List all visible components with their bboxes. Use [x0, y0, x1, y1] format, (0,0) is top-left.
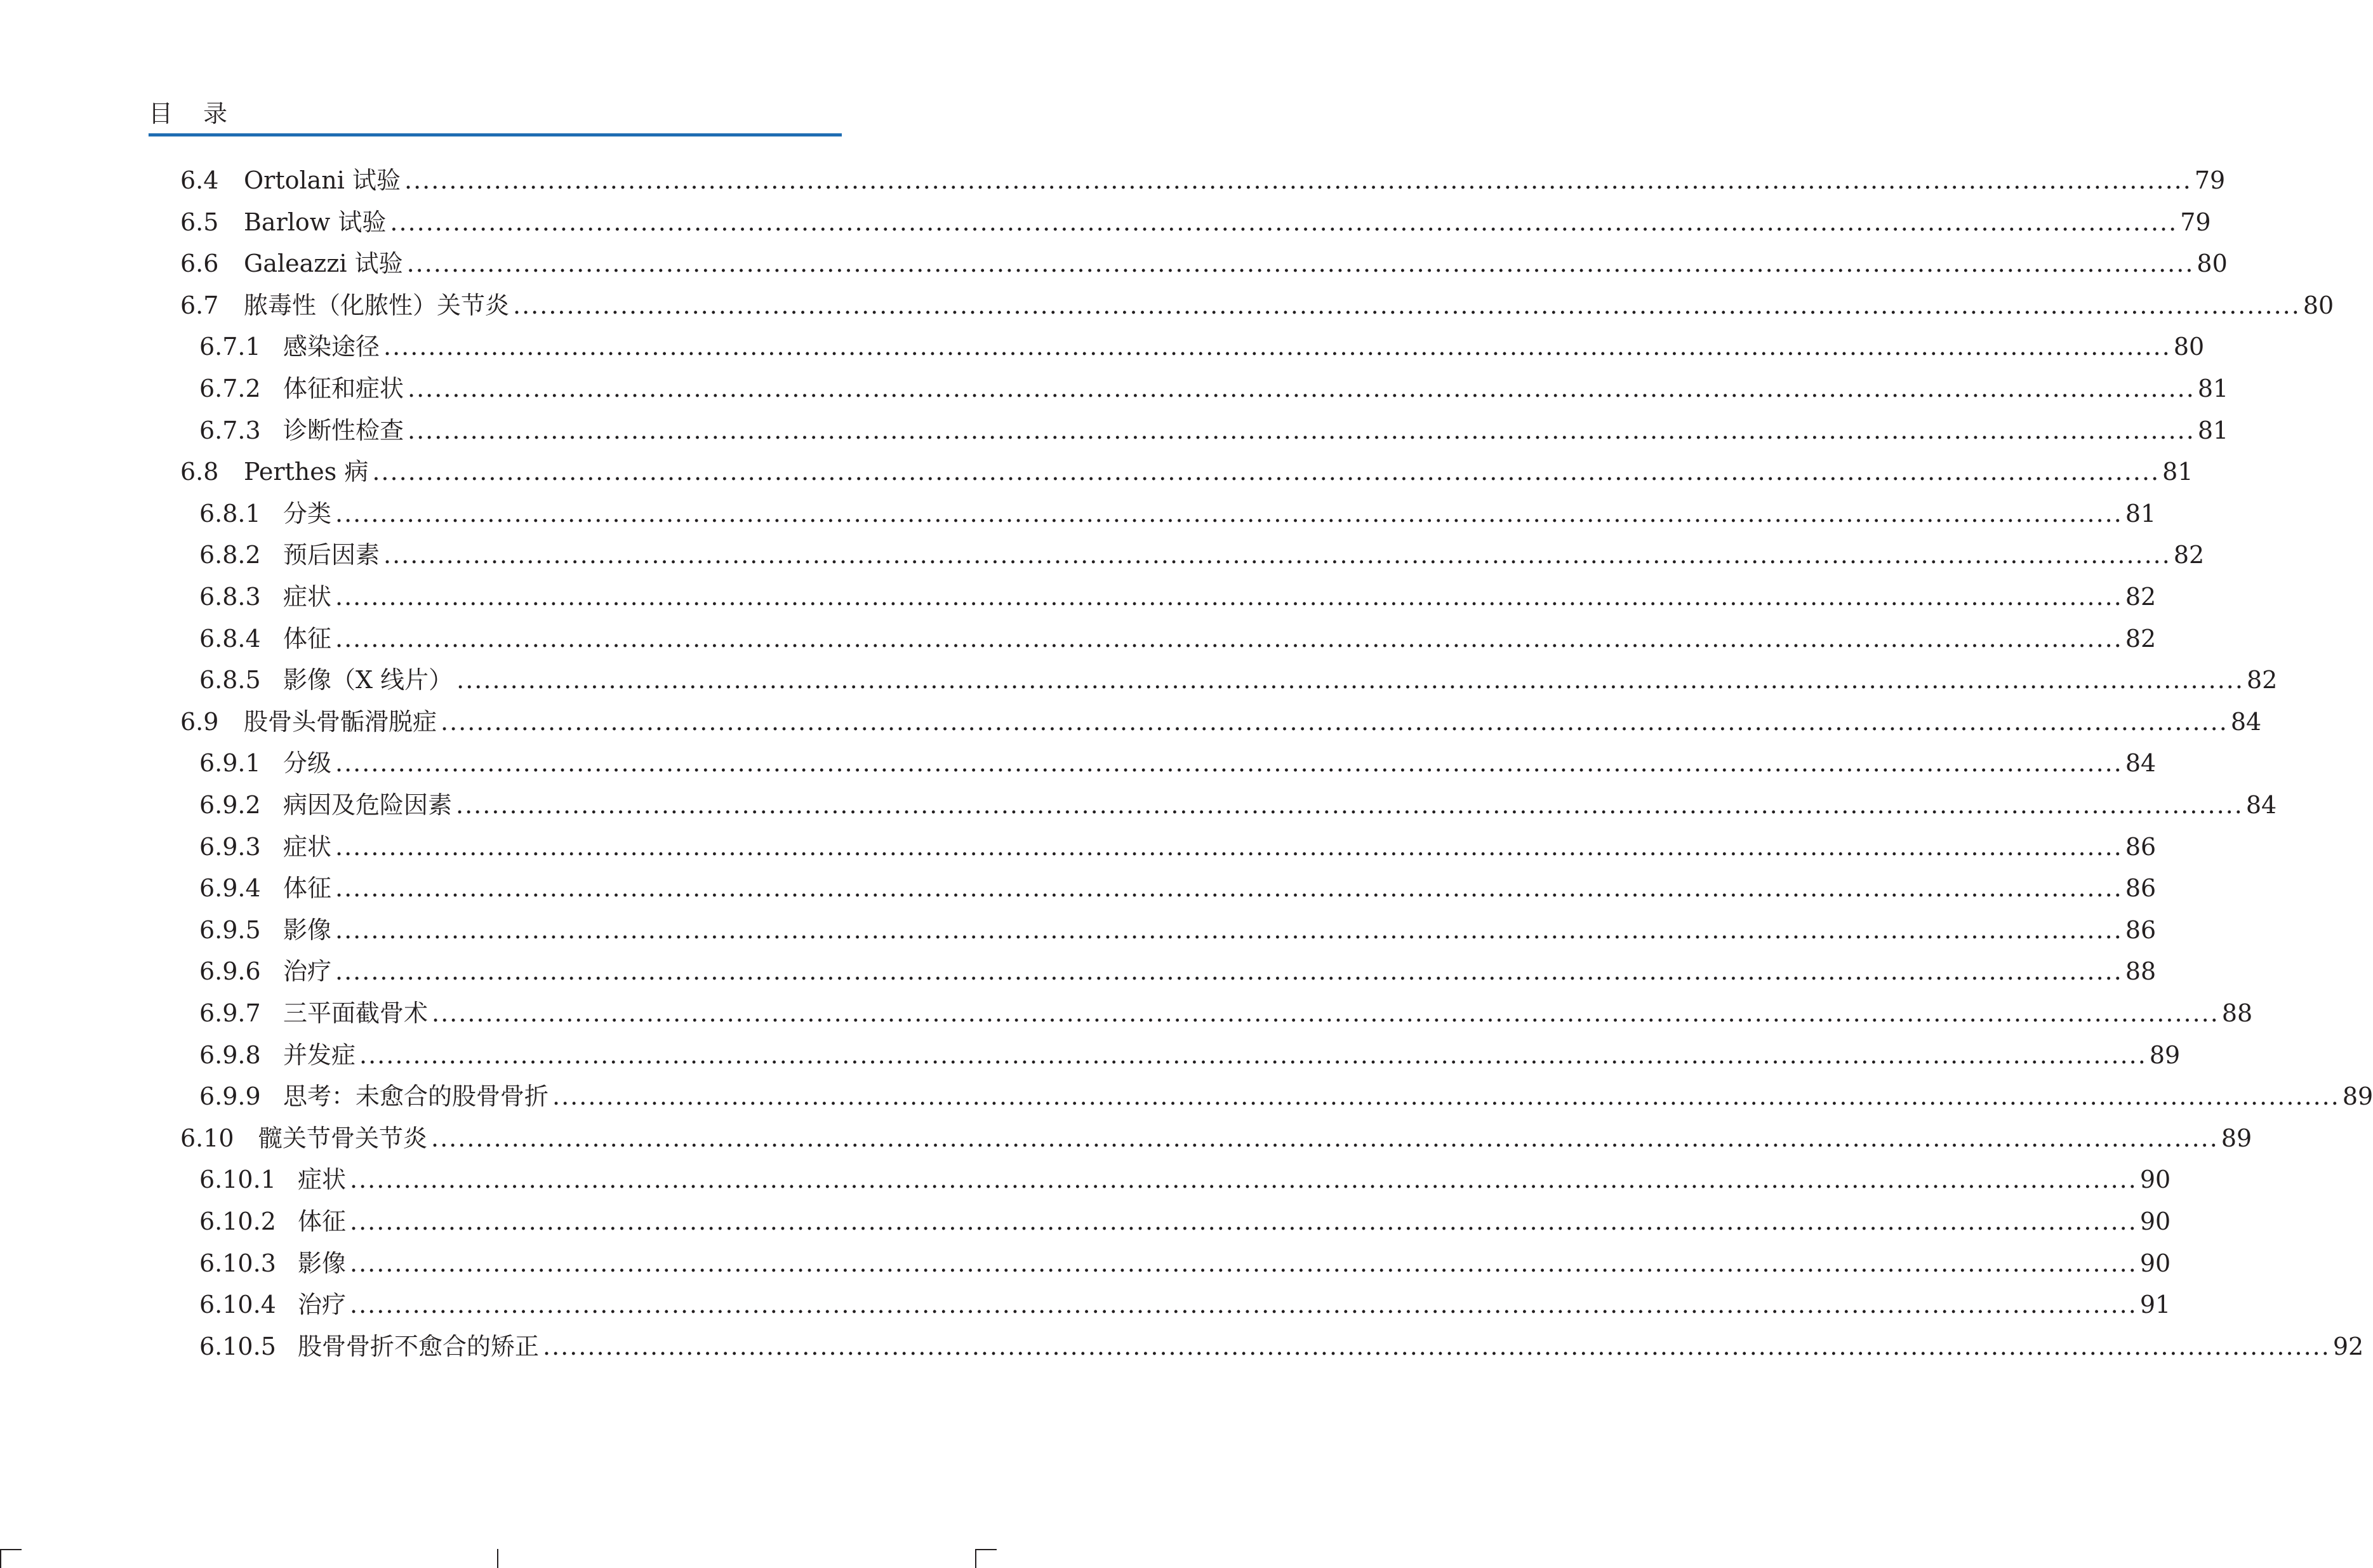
toc-entry-page: 88: [2125, 957, 2157, 986]
toc-entry: [199, 994, 2253, 1032]
toc-dot-leader: ........................................................................................................................................................................................................: [350, 1166, 2137, 1194]
crop-mark-right-vertical: [975, 1549, 976, 1568]
toc-dot-leader: ........................................................................................................................................................................................................: [513, 291, 2301, 319]
toc-entry-page: 81: [2197, 416, 2229, 444]
toc-entry-page: 82: [2173, 541, 2205, 569]
toc-entry-page: 91: [2139, 1291, 2171, 1319]
toc-entry-number: 6.9.3: [199, 832, 261, 861]
crop-mark-right-horizontal: [975, 1549, 997, 1550]
toc-entry-page: 84: [2125, 749, 2157, 778]
toc-entry: [199, 1077, 2373, 1115]
toc-entry: [199, 952, 2157, 990]
toc-entry-page: 79: [2180, 208, 2211, 236]
toc-entry-page: 81: [2125, 499, 2157, 528]
toc-entry-page: 79: [2194, 166, 2226, 194]
toc-dot-leader: ........................................................................................................................................................................................................: [335, 499, 2123, 528]
toc-entry-number: 6.9.2: [199, 791, 261, 819]
toc-entry: [199, 1286, 2171, 1324]
toc-entry-number: 6.9.8: [199, 1040, 261, 1069]
toc-entry-page: 80: [2173, 333, 2205, 361]
toc-entry-number: 6.10.3: [199, 1249, 276, 1277]
toc-entry-title: 体征: [283, 624, 332, 653]
toc-entry-number: 6.7.2: [199, 375, 261, 402]
toc-dot-leader: ........................................................................................................................................................................................................: [350, 1249, 2137, 1277]
toc-entry-number: 6.5: [180, 208, 219, 236]
toc-entry: [199, 495, 2157, 533]
page-header: [149, 95, 842, 136]
toc-entry-number: 6.9: [180, 707, 219, 736]
toc-entry-title: 体征和症状: [283, 375, 404, 402]
toc-dot-leader: ........................................................................................................................................................................................................: [390, 208, 2178, 236]
toc-entry-number: 6.10.2: [199, 1207, 276, 1235]
toc-dot-leader: ........................................................................................................................................................................................................: [383, 541, 2171, 569]
toc-entry-number: 6.7: [180, 291, 219, 319]
toc-entry-title: 治疗: [283, 957, 332, 986]
toc-entry-title: 影像: [283, 915, 332, 944]
toc-dot-leader: ........................................................................................................................................................................................................: [408, 375, 2195, 402]
toc-dot-leader: ........................................................................................................................................................................................................: [372, 458, 2160, 486]
toc-entry: [199, 1160, 2171, 1199]
toc-entry-number: 6.10: [180, 1124, 234, 1152]
toc-entry-number: 6.8: [180, 458, 219, 486]
toc-dot-leader: ........................................................................................................................................................................................................: [456, 791, 2243, 819]
toc-entry-title: 症状: [298, 1166, 347, 1194]
toc-entry-page: 89: [2221, 1124, 2252, 1152]
toc-dot-leader: ........................................................................................................................................................................................................: [543, 1332, 2330, 1360]
toc-dot-leader: ........................................................................................................................................................................................................: [404, 166, 2192, 194]
toc-entry: [199, 369, 2229, 408]
toc-entry-page: 80: [2303, 291, 2334, 319]
toc-entry-page: 89: [2149, 1040, 2181, 1069]
toc-entry-number: 6.10.1: [199, 1166, 276, 1194]
crop-mark-center: [497, 1549, 498, 1568]
header-title: 目 录: [149, 100, 239, 128]
toc-entry-number: 6.6: [180, 249, 219, 278]
toc-entry: [199, 1036, 2181, 1074]
toc-dot-leader: ........................................................................................................................................................................................................: [350, 1207, 2137, 1235]
toc-entry-page: 81: [2197, 375, 2229, 402]
toc-dot-leader: ........................................................................................................................................................................................................: [406, 249, 2195, 278]
toc-entry-number: 6.7.3: [199, 416, 261, 444]
toc-entry-page: 90: [2139, 1166, 2171, 1194]
toc-dot-leader: ........................................................................................................................................................................................................: [335, 915, 2123, 944]
toc-entry-page: 82: [2125, 583, 2157, 611]
toc-entry-title: 脓毒性（化脓性）关节炎: [244, 291, 510, 319]
toc-dot-leader: ........................................................................................................................................................................................................: [432, 999, 2219, 1027]
toc-entry: [180, 286, 2334, 324]
toc-entry: [199, 1327, 2364, 1365]
toc-dot-leader: ........................................................................................................................................................................................................: [335, 874, 2123, 903]
toc-entry: [180, 453, 2193, 491]
toc-dot-leader: ........................................................................................................................................................................................................: [335, 583, 2123, 611]
toc-entry-title: 体征: [298, 1207, 347, 1235]
header-rule: [149, 133, 842, 136]
toc-entry: [199, 786, 2277, 824]
toc-entry-number: 6.9.4: [199, 874, 261, 903]
toc-entry-number: 6.8.4: [199, 624, 261, 653]
toc-entry: [199, 620, 2157, 658]
toc-entry-title: 病因及危险因素: [283, 791, 453, 819]
toc-entry-title: 诊断性检查: [283, 416, 404, 444]
crop-mark-left-vertical: [0, 1549, 1, 1568]
toc-entry: [199, 1244, 2171, 1282]
toc-entry-title: 症状: [283, 583, 332, 611]
toc-entry: [180, 1119, 2252, 1157]
toc-entry: [199, 661, 2278, 699]
toc-dot-leader: ........................................................................................................................................................................................................: [350, 1291, 2137, 1319]
toc-entry-title: 感染途径: [283, 333, 380, 361]
toc-entry-page: 82: [2125, 624, 2157, 653]
toc-entry-title: 思考：未愈合的股骨骨折: [283, 1082, 549, 1111]
toc-entry: [180, 203, 2211, 241]
toc-dot-leader: ........................................................................................................................................................................................................: [335, 624, 2123, 653]
toc-entry-number: 6.8.3: [199, 583, 261, 611]
toc-entry: [180, 161, 2226, 199]
toc-dot-leader: ........................................................................................................................................................................................................: [335, 832, 2123, 861]
toc-dot-leader: ........................................................................................................................................................................................................: [431, 1124, 2219, 1152]
toc-entry-number: 6.7.1: [199, 333, 261, 361]
toc-entry-number: 6.9.1: [199, 749, 261, 778]
toc-entry: [199, 911, 2157, 949]
toc-entry: [199, 328, 2205, 366]
toc-entry: [199, 536, 2205, 574]
toc-entry: [180, 703, 2262, 741]
toc-entry-title: 分类: [283, 499, 332, 528]
toc-entry-page: 81: [2162, 458, 2193, 486]
toc-entry-page: 86: [2125, 832, 2157, 861]
toc-entry-page: 90: [2139, 1207, 2171, 1235]
crop-mark-left-horizontal: [0, 1549, 22, 1550]
toc-entry-title: 股骨骨折不愈合的矫正: [298, 1332, 540, 1360]
toc-entry-number: 6.8.1: [199, 499, 261, 528]
toc-entry-page: 92: [2332, 1332, 2364, 1360]
toc-entry-number: 6.9.9: [199, 1082, 261, 1111]
toc-entry-title: 体征: [283, 874, 332, 903]
toc-entry-number: 6.9.7: [199, 999, 261, 1027]
toc-entry-title: Barlow 试验: [244, 208, 387, 236]
toc-dot-leader: ........................................................................................................................................................................................................: [335, 957, 2123, 986]
toc-entry-title: 预后因素: [283, 541, 380, 569]
toc-entry-title: Ortolani 试验: [244, 166, 401, 194]
toc-entry-page: 86: [2125, 874, 2157, 903]
toc-entry-title: 分级: [283, 749, 332, 778]
toc-dot-leader: ........................................................................................................................................................................................................: [441, 707, 2228, 736]
toc-entry-page: 86: [2125, 915, 2157, 944]
toc-entry: [199, 869, 2157, 907]
toc-entry-title: 并发症: [283, 1040, 356, 1069]
toc-entry-title: 三平面截骨术: [283, 999, 429, 1027]
toc-entry-number: 6.4: [180, 166, 219, 194]
toc-entry-title: 股骨头骨骺滑脱症: [244, 707, 437, 736]
toc-entry-page: 90: [2139, 1249, 2171, 1277]
toc-entry-title: 影像: [298, 1249, 347, 1277]
toc-dot-leader: ........................................................................................................................................................................................................: [335, 749, 2123, 778]
toc-dot-leader: ........................................................................................................................................................................................................: [408, 416, 2195, 444]
toc-entry-title: Perthes 病: [244, 458, 369, 486]
toc-dot-leader: ........................................................................................................................................................................................................: [383, 333, 2171, 361]
toc-entry-page: 84: [2245, 791, 2277, 819]
toc-entry-page: 84: [2230, 707, 2262, 736]
toc-entry-number: 6.8.5: [199, 666, 261, 694]
toc-entry-number: 6.9.6: [199, 957, 261, 986]
toc-entry-number: 6.10.4: [199, 1291, 276, 1319]
toc-entry-title: 髋关节骨关节炎: [258, 1124, 428, 1152]
toc-entry-number: 6.9.5: [199, 915, 261, 944]
toc-entry: [180, 244, 2228, 282]
toc-entry-number: 6.8.2: [199, 541, 261, 569]
toc-entry-title: 症状: [283, 832, 332, 861]
toc-entry: [199, 828, 2157, 866]
toc-entry-page: 89: [2342, 1082, 2373, 1111]
toc-entry-title: 影像（X 线片）: [283, 666, 453, 694]
toc-entry-title: Galeazzi 试验: [244, 249, 403, 278]
toc-dot-leader: ........................................................................................................................................................................................................: [456, 666, 2244, 694]
toc-dot-leader: ........................................................................................................................................................................................................: [552, 1082, 2340, 1111]
toc-entry-page: 80: [2197, 249, 2228, 278]
toc-dot-leader: ........................................................................................................................................................................................................: [359, 1040, 2147, 1069]
toc-entry-page: 82: [2246, 666, 2278, 694]
toc-entry: [199, 411, 2229, 449]
toc-entry: [199, 744, 2157, 782]
toc-entry-title: 治疗: [298, 1291, 347, 1319]
toc-entry-number: 6.10.5: [199, 1332, 276, 1360]
toc-entry: [199, 1202, 2171, 1240]
toc-entry: [199, 578, 2157, 616]
toc-entry-page: 88: [2221, 999, 2253, 1027]
